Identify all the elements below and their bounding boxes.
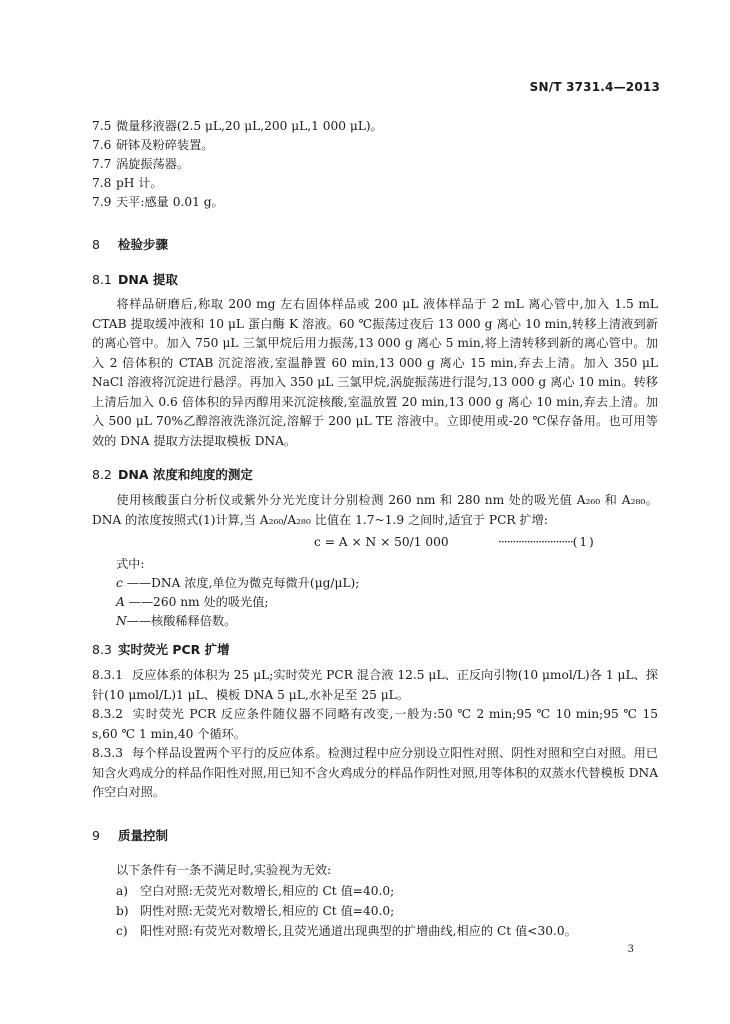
list-item bbox=[92, 156, 189, 172]
item-number: 7.7 bbox=[92, 157, 112, 171]
item-number: 7.6 bbox=[92, 138, 112, 152]
subsection-heading: 8.3 实时荧光 PCR 扩增 bbox=[92, 642, 230, 657]
clause-number: 8.3.3 bbox=[92, 746, 124, 760]
standard-code: SN/T 3731.4—2013 bbox=[529, 80, 660, 94]
where-label: 式中: bbox=[116, 557, 145, 571]
clause-8-3-2: 8.3.2 实时荧光 PCR 反应条件随仪器不同略有改变,一般为:50 ℃ 2 min;95 ℃ 10 min;95 ℃ 15 s,60 ℃ 1 min,40 个循环。 bbox=[92, 707, 658, 741]
formula-tag: ··························( 1 ) bbox=[498, 535, 593, 549]
list-item bbox=[92, 194, 224, 210]
page-number: 3 bbox=[627, 944, 634, 955]
item-number: 7.9 bbox=[92, 195, 112, 209]
paragraph-dna-extraction: 将样品研磨后,称取 200 mg 左右固体样品或 200 μL 液体样品于 2 mL 离心管中,加入 1.5 mL CTAB 提取缓冲液和 10 μL 蛋白酶 K 溶液。60 ℃振荡过夜后 13 000 g 离心 10 min,转移上清液到新的离心管中。加入 750 μL 三氯甲烷后用力振荡,13 000 g 离心 5 min,将上清转移到新的离心管中。加入 2 倍体积的 CTAB 沉淀溶液,室温静置 60 min,13 000 g 离心 15 min,弃去上清。加入 350 μL NaCl 溶液将沉淀进行悬浮。再加入 350 μL 三氯甲烷,涡旋振荡进行混匀,13 000 g 离心 10 min。转移上清后加入 0.6 倍体积的异丙醇用来沉淀核酸,室温放置 20 min,13 000 g 离心 10 min,弃去上清。加入 500 μL 70%乙醇溶液洗涤沉淀,溶解于 200 μL TE 溶液中。立即使用或-20 ℃保存备用。也可用等效的 DNA 提取方法提取模板 DNA。 bbox=[92, 297, 658, 448]
list-item bbox=[92, 137, 214, 153]
item-text: 研钵及粉碎装置。 bbox=[116, 138, 214, 152]
clause-number: 8.3.1 bbox=[92, 668, 124, 682]
subsection-heading: 8.1 DNA 提取 bbox=[92, 272, 178, 287]
item-number: 7.8 bbox=[92, 176, 112, 190]
definition-item: A ——260 nm 处的吸光值; bbox=[116, 595, 269, 609]
item-text: 微量移液器(2.5 μL,20 μL,200 μL,1 000 μL)。 bbox=[116, 119, 383, 133]
list-item: b) 阴性对照:无荧光对数增长,相应的 Ct 值=40.0; bbox=[116, 904, 395, 918]
clause-8-3-3: 8.3.3 每个样品设置两个平行的反应体系。检测过程中应分别设立阳性对照、阴性对照和空白对照。用已知含火鸡成分的样品作阳性对照,用已知不含火鸡成分的样品作阴性对照,用等体积的双蒸水代替模板 DNA 作空白对照。 bbox=[92, 746, 658, 799]
subsection-heading: 8.2 DNA 浓度和纯度的测定 bbox=[92, 467, 253, 482]
paragraph-dna-measurement: 使用核酸蛋白分析仪或紫外分光光度计分别检测 260 nm 和 280 nm 处的吸光值 A₂₆₀ 和 A₂₈₀。DNA 的浓度按照式(1)计算,当 A₂₆₀/A₂₈₀ 比值在 1.7~1.9 之间时,适宜于 PCR 扩增: bbox=[92, 493, 658, 527]
item-text: 涡旋振荡器。 bbox=[116, 157, 190, 171]
formula: c = A × N × 50/1 000 bbox=[314, 535, 449, 549]
item-number: 7.5 bbox=[92, 119, 112, 133]
item-text: pH 计。 bbox=[116, 176, 163, 190]
item-text: 天平:感量 0.01 g。 bbox=[116, 195, 224, 209]
section-heading: 9 质量控制 bbox=[92, 828, 169, 843]
section-heading: 8 检验步骤 bbox=[92, 237, 169, 252]
list-item bbox=[92, 118, 383, 134]
list-item: a) 空白对照:无荧光对数增长,相应的 Ct 值=40.0; bbox=[116, 884, 395, 898]
definition-item: c ——DNA 浓度,单位为微克每微升(μg/μL); bbox=[116, 576, 360, 590]
list-item bbox=[92, 175, 163, 191]
section9-intro: 以下条件有一条不满足时,实验视为无效: bbox=[116, 863, 332, 877]
list-item: c) 阳性对照:有荧光对数增长,且荧光通道出现典型的扩增曲线,相应的 Ct 值<30.0。 bbox=[116, 924, 577, 938]
definition-item: N——核酸稀释倍数。 bbox=[116, 614, 237, 628]
clause-8-3-1: 8.3.1 反应体系的体积为 25 μL;实时荧光 PCR 混合液 12.5 μL、正反向引物(10 μmol/L)各 1 μL、探针(10 μmol/L)1 μL、模板 DNA 5 μL,水补足至 25 μL。 bbox=[92, 668, 658, 702]
clause-number: 8.3.2 bbox=[92, 707, 124, 721]
